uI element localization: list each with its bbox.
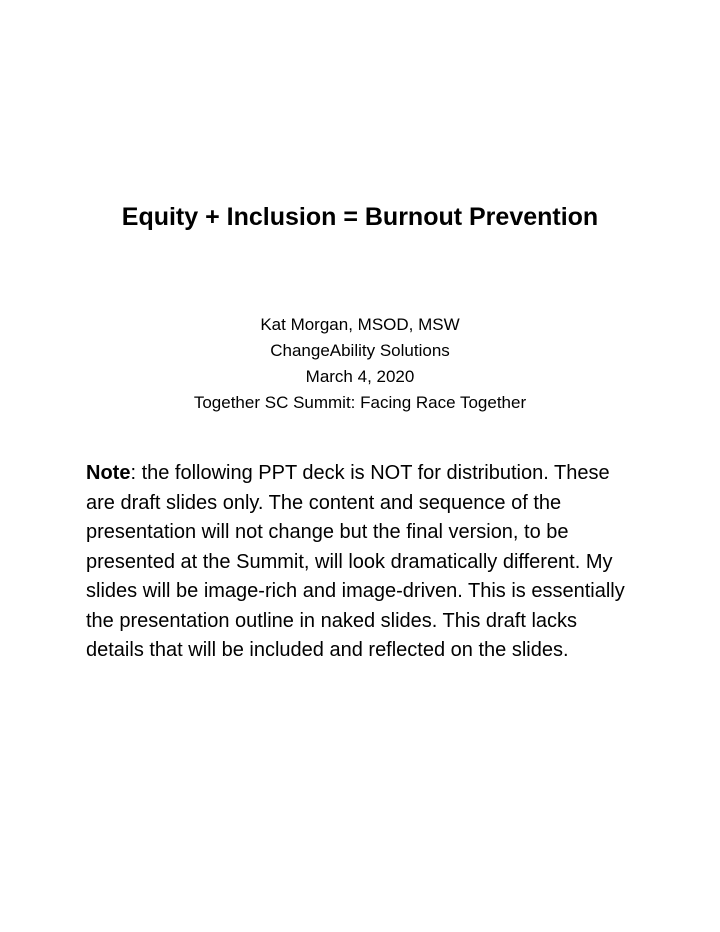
distribution-note	[86, 459, 638, 666]
presentation-date: March 4, 2020	[305, 367, 415, 386]
organization-name: ChangeAbility Solutions	[270, 341, 450, 360]
byline	[0, 312, 720, 416]
note-label: Note	[86, 462, 131, 484]
document-title: Equity + Inclusion = Burnout Prevention	[121, 203, 599, 231]
note-text: : the following PPT deck is NOT for distribution. These are draft slides only. The content and sequence of the presentation will not change but the final version, to be presented at the Summit, will look dramatically different. My slides will be image-rich and image-driven. This is essentially the presentation outline in naked slides. This draft lacks details that will be included and reflected on the slides.	[86, 462, 625, 661]
author-name: Kat Morgan, MSOD, MSW	[260, 315, 460, 334]
event-name: Together SC Summit: Facing Race Together	[193, 393, 527, 412]
